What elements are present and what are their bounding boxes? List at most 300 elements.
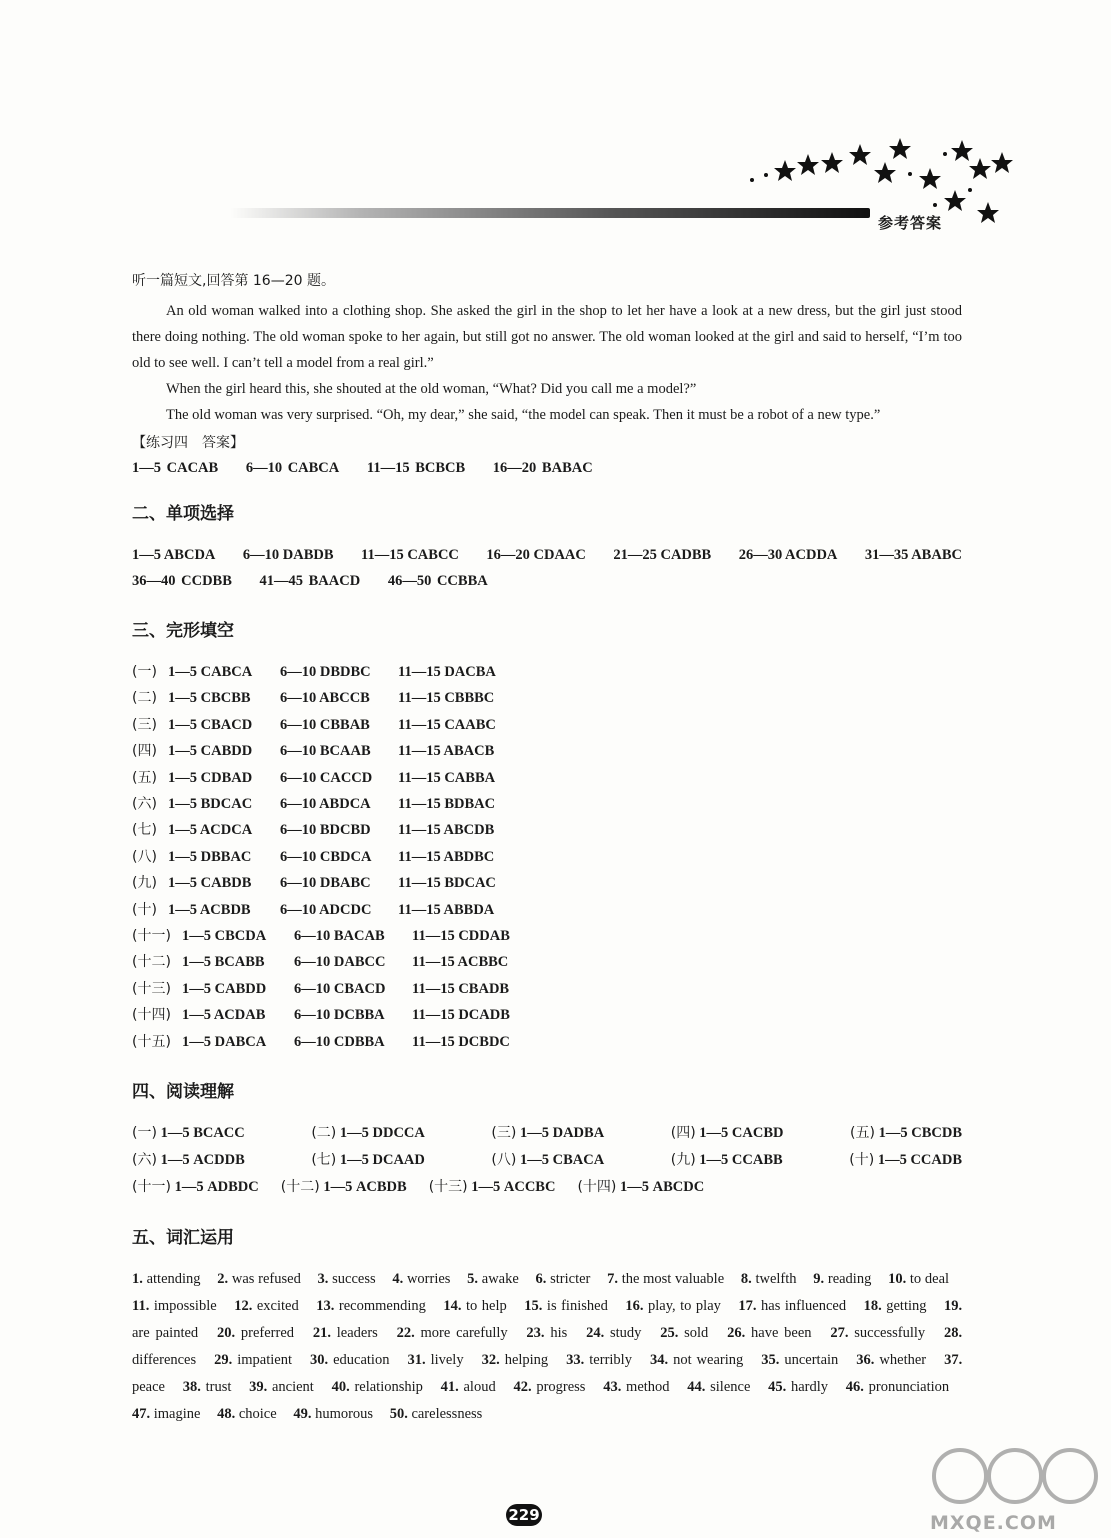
answer-group: 1—5 ABCDA	[132, 547, 216, 563]
vocab-number: 20.	[216, 1325, 236, 1342]
vocab-number: 17.	[738, 1298, 757, 1315]
cloze-row	[132, 765, 962, 791]
vocab-word: progress	[536, 1379, 586, 1396]
single-choice-line	[132, 542, 962, 568]
vocab-item	[132, 1271, 201, 1287]
answer-group: 6—10 DBDBC	[280, 664, 371, 680]
vocab-item	[183, 1379, 232, 1395]
vocab-item	[888, 1271, 949, 1287]
answer-content	[132, 270, 962, 1428]
vocab-word: differences	[132, 1352, 197, 1369]
vocab-item	[214, 1352, 292, 1368]
cloze-tag: (十)	[132, 901, 157, 918]
vocab-number: 39.	[249, 1379, 268, 1396]
vocab-word: impossible	[153, 1298, 217, 1315]
vocab-number: 5.	[467, 1271, 479, 1288]
vocab-number: 33.	[566, 1352, 585, 1369]
vocab-item	[566, 1352, 632, 1368]
cloze-tag: (一)	[132, 664, 157, 680]
vocab-item	[650, 1352, 743, 1368]
watermark	[930, 1436, 1100, 1532]
vocab-number: 15.	[524, 1298, 543, 1315]
vocab-number: 22.	[396, 1325, 415, 1342]
reading-row	[132, 1174, 962, 1201]
vocab-item	[217, 1325, 294, 1341]
vocab-number: 28.	[943, 1325, 963, 1342]
vocab-number: 8.	[740, 1271, 752, 1288]
answer-group: 1—5 DBBAC	[168, 848, 252, 865]
answer-group: 1—5 CDBAD	[168, 769, 253, 786]
vocab-item	[441, 1379, 496, 1395]
vocab-number: 41.	[440, 1379, 459, 1396]
vocab-word: play, to play	[647, 1298, 721, 1315]
cloze-row	[132, 949, 962, 975]
answer-value: 1—5 DCAAD	[339, 1152, 425, 1169]
vocab-word: not wearing	[673, 1352, 744, 1369]
vocab-item	[625, 1298, 721, 1314]
answer-group: 1—5 CACAB	[132, 460, 219, 476]
vocab-word: aloud	[463, 1379, 496, 1396]
vocab-item	[846, 1379, 949, 1395]
answer-group: 6—10 BACAB	[294, 928, 385, 945]
answer-group: 11—15 CBADB	[412, 980, 510, 997]
vocab-word: imagine	[153, 1406, 201, 1423]
vocab-number: 24.	[586, 1325, 605, 1342]
watermark-text: MXQE.COM	[930, 1512, 1057, 1534]
answer-group: 6—10 CACCD	[280, 769, 373, 786]
reading-tag: (四)	[670, 1125, 696, 1142]
cloze-tag: (十五)	[132, 1033, 171, 1050]
vocab-item	[293, 1406, 373, 1422]
vocab-word: lively	[430, 1352, 464, 1369]
header-title: 参考答案	[878, 214, 943, 232]
vocab-number: 11.	[132, 1298, 150, 1315]
reading-tag: (十四)	[577, 1179, 617, 1196]
vocab-word: method	[626, 1379, 670, 1396]
vocab-word: to help	[466, 1298, 507, 1315]
vocab-item	[332, 1379, 423, 1395]
reading-row	[132, 1120, 962, 1147]
vocab-number: 10.	[888, 1271, 907, 1288]
vocab-word: peace	[132, 1379, 165, 1396]
cloze-row	[132, 685, 962, 711]
vocab-word: helping	[504, 1352, 549, 1369]
cloze-tag: (十三)	[132, 980, 171, 997]
vocab-number: 13.	[316, 1298, 335, 1315]
answer-group: 21—25 CADBB	[613, 547, 712, 563]
vocab-number: 7.	[607, 1271, 618, 1288]
vocab-word: reading	[827, 1271, 872, 1288]
vocab-item	[407, 1352, 463, 1368]
header-rule	[230, 208, 870, 218]
cloze-row	[132, 923, 962, 949]
vocab-word: stricter	[550, 1271, 591, 1288]
answer-group: 6—10 CBBAB	[280, 716, 370, 733]
vocab-item	[390, 1406, 483, 1422]
vocab-word: twelfth	[755, 1271, 797, 1288]
answer-group: 6—10 DBABC	[280, 875, 371, 892]
vocab-item	[607, 1271, 724, 1287]
answer-group: 11—15 DACBA	[398, 664, 496, 680]
vocab-item	[526, 1325, 567, 1341]
vocab-number: 27.	[830, 1325, 849, 1342]
answer-group: 31—35 ABABC	[864, 547, 962, 563]
vocab-item	[217, 1271, 301, 1287]
cloze-row	[132, 976, 962, 1002]
vocab-word: sold	[684, 1325, 709, 1342]
answer-value: 1—5 BCACC	[160, 1125, 245, 1142]
answer-group: 6—10 BCAAB	[280, 743, 371, 760]
vocab-item	[310, 1352, 389, 1368]
reading-tag: (二)	[311, 1125, 337, 1142]
vocab-number: 12.	[234, 1298, 253, 1315]
vocab-word: is finished	[546, 1298, 608, 1315]
cloze-row	[132, 738, 962, 764]
vocab-number: 49.	[293, 1406, 312, 1423]
answer-group: 16—20 BABAC	[492, 460, 593, 476]
vocab-number: 21.	[312, 1325, 331, 1342]
vocab-number: 38.	[182, 1379, 201, 1396]
answer-group: 1—5 CABDB	[168, 875, 252, 892]
answer-value: 1—5 ACBDB	[323, 1179, 407, 1196]
reading-tag: (十一)	[132, 1179, 171, 1196]
vocab-item	[660, 1325, 708, 1341]
answer-group: 11—15 DCBDC	[412, 1033, 510, 1050]
vocab-number: 23.	[526, 1325, 545, 1342]
vocab-word: awake	[481, 1271, 519, 1288]
exercise4-label: 【练习四 答案】	[132, 435, 244, 451]
cloze-tag: (五)	[132, 769, 157, 786]
vocab-number: 25.	[660, 1325, 679, 1342]
answer-group: 11—15 CDDAB	[412, 928, 510, 945]
answer-value: 1—5 ADBDC	[174, 1179, 259, 1196]
vocab-item	[856, 1352, 926, 1368]
answer-group: 11—15 ACBBC	[412, 954, 509, 971]
reading-tag: (九)	[670, 1152, 696, 1169]
answer-group	[281, 1174, 407, 1201]
vocab-word: recommending	[338, 1298, 426, 1315]
vocab-word: relationship	[354, 1379, 423, 1396]
answer-value: 1—5 DADBA	[519, 1125, 605, 1142]
cloze-row	[132, 659, 962, 685]
vocab-item	[313, 1325, 378, 1341]
vocab-number: 32.	[481, 1352, 500, 1369]
cloze-row	[132, 817, 962, 843]
vocab-word: have been	[751, 1325, 812, 1342]
vocab-number: 42.	[513, 1379, 532, 1396]
vocab-number: 3.	[317, 1271, 329, 1288]
vocab-word: hardly	[791, 1379, 829, 1396]
vocab-item	[467, 1271, 519, 1287]
vocab-number: 46.	[845, 1379, 864, 1396]
answer-group: 1—5 BDCAC	[168, 796, 253, 813]
vocab-item	[864, 1298, 927, 1314]
vocab-number: 26.	[727, 1325, 746, 1342]
vocab-item	[316, 1298, 426, 1314]
vocab-number: 30.	[309, 1352, 329, 1369]
vocab-item	[513, 1379, 585, 1395]
answer-group: 11—15 CABCC	[361, 547, 459, 563]
vocab-item	[741, 1271, 797, 1287]
vocab-number: 40.	[331, 1379, 350, 1396]
answer-group: 1—5 ACDAB	[182, 1007, 266, 1024]
vocab-number: 14.	[443, 1298, 462, 1315]
vocab-item	[392, 1271, 450, 1287]
reading-tag: (十)	[849, 1152, 875, 1169]
vocab-number: 29.	[214, 1352, 233, 1369]
vocab-item	[443, 1298, 506, 1314]
answer-group: 11—15 BDBAC	[398, 796, 496, 813]
vocab-item	[687, 1379, 750, 1395]
cloze-row	[132, 1002, 962, 1028]
answer-group: 1—5 ACDCA	[168, 822, 253, 839]
vocab-item	[761, 1352, 838, 1368]
cloze-row	[132, 844, 962, 870]
vocab-number: 16.	[625, 1298, 644, 1315]
vocab-word: ancient	[271, 1379, 314, 1396]
vocab-item	[132, 1406, 200, 1422]
answer-group	[491, 1120, 604, 1147]
vocab-word: choice	[238, 1406, 277, 1423]
vocab-word: the most valuable	[621, 1271, 725, 1288]
vocab-word: attending	[146, 1271, 201, 1288]
vocab-number: 18.	[863, 1298, 882, 1315]
answer-value: 1—5 CCADB	[877, 1152, 962, 1169]
vocab-word: worries	[406, 1271, 451, 1288]
answer-value: 1—5 DDCCA	[339, 1125, 425, 1142]
answer-group: 6—10 CBDCA	[280, 848, 372, 865]
answer-value: 1—5 CBACA	[519, 1152, 605, 1169]
vocab-word: humorous	[315, 1406, 374, 1423]
answer-group: 46—50 CCBBA	[387, 573, 488, 589]
vocab-item	[132, 1298, 217, 1314]
answer-group	[577, 1174, 704, 1201]
cloze-tag: (十四)	[132, 1007, 171, 1024]
answer-group	[850, 1120, 962, 1147]
answer-group	[132, 1120, 245, 1147]
answer-group: 1—5 CBCDA	[182, 928, 267, 945]
vocab-word: more carefully	[420, 1325, 508, 1342]
answer-group: 11—15 CABBA	[398, 769, 496, 786]
answer-group: 11—15 BDCAC	[398, 875, 496, 892]
cloze-tag: (三)	[132, 716, 157, 733]
reading-tag: (六)	[132, 1152, 157, 1169]
answer-group: 1—5 DABCA	[182, 1033, 267, 1050]
vocab-number: 37.	[944, 1352, 963, 1369]
vocab-number: 9.	[813, 1271, 825, 1288]
answer-group: 11—15 ABCDB	[398, 822, 495, 839]
answer-value: 1—5 ACDDB	[160, 1152, 245, 1169]
reading-tag: (十三)	[428, 1179, 468, 1196]
answer-group: 6—10 ADCDC	[280, 901, 372, 918]
answer-group: 26—30 ACDDA	[738, 547, 838, 563]
vocab-word: success	[332, 1271, 376, 1288]
vocab-number: 45.	[768, 1379, 787, 1396]
answer-value: 1—5 ACCBC	[471, 1179, 556, 1196]
vocab-number: 44.	[687, 1379, 706, 1396]
vocab-item	[318, 1271, 376, 1287]
vocab-item	[234, 1298, 299, 1314]
vocab-word: was refused	[231, 1271, 301, 1288]
answer-group: 11—15 ABDBC	[398, 848, 495, 865]
answer-group: 36—40 CCDBB	[132, 573, 232, 589]
answer-group: 6—10 CBACD	[294, 980, 386, 997]
answer-group: 6—10 ABCCB	[280, 690, 370, 707]
vocab-word: whether	[879, 1352, 927, 1369]
cloze-row	[132, 712, 962, 738]
answer-group	[429, 1174, 556, 1201]
vocab-word: leaders	[336, 1325, 378, 1342]
cloze-tag: (七)	[132, 822, 157, 839]
answer-group	[849, 1147, 962, 1174]
answer-group: 11—15 ABACB	[398, 743, 495, 760]
vocabulary-answers	[132, 1266, 962, 1428]
vocab-number: 47.	[132, 1406, 151, 1423]
vocab-item	[524, 1298, 608, 1314]
listening-paragraph: When the girl heard this, she shouted at the old woman, “What? Did you call me a model?”	[166, 381, 697, 397]
vocab-item	[727, 1325, 811, 1341]
cloze-row	[132, 897, 962, 923]
vocab-item	[768, 1379, 828, 1395]
answer-group: 41—45 BAACD	[259, 573, 361, 589]
answer-group: 6—10 CABCA	[245, 460, 340, 476]
vocab-word: getting	[886, 1298, 927, 1315]
answer-group: 1—5 CABDD	[168, 743, 253, 760]
section-title: 五、词汇运用	[132, 1228, 234, 1249]
reading-tag: (十二)	[280, 1179, 320, 1196]
vocab-word: education	[333, 1352, 390, 1369]
vocab-number: 48.	[217, 1406, 236, 1423]
answer-group	[671, 1120, 784, 1147]
answer-value: 1—5 CBCDB	[878, 1125, 962, 1142]
answer-group	[671, 1147, 783, 1174]
answer-group	[132, 1174, 259, 1201]
answer-group	[491, 1147, 604, 1174]
listening-paragraph: An old woman walked into a clothing shop. She asked the girl in the shop to let her have a look at a new dress, but the girl just stood there doing nothing. The old woman spoke to her again, but still got no answer. The old woman looked at the girl and said to herself, “I’m too old to see well. I can’t tell a model from a real girl.”	[132, 303, 962, 371]
answer-group: 6—10 DABDB	[242, 547, 334, 563]
answer-value: 1—5 CCABB	[699, 1152, 783, 1169]
answer-group: 1—5 BCABB	[182, 954, 265, 971]
vocab-word: terribly	[589, 1352, 632, 1369]
cloze-answers	[132, 659, 962, 1055]
vocab-word: his	[550, 1325, 568, 1342]
exercise4-answers	[132, 460, 962, 477]
cloze-row	[132, 791, 962, 817]
answer-group: 6—10 CDBBA	[294, 1033, 385, 1050]
cloze-tag: (四)	[132, 743, 157, 760]
answer-group: 16—20 CDAAC	[486, 547, 586, 563]
cloze-row	[132, 870, 962, 896]
cloze-tag: (九)	[132, 875, 157, 892]
answer-group	[311, 1147, 425, 1174]
answer-group: 1—5 CABCA	[168, 664, 253, 680]
listening-instruction: 听一篇短文,回答第 16—20 题。	[132, 273, 335, 289]
vocab-word: trust	[205, 1379, 232, 1396]
reading-tag: (三)	[491, 1125, 517, 1142]
vocab-item	[586, 1325, 641, 1341]
vocab-word: impatient	[237, 1352, 292, 1369]
vocab-item	[830, 1325, 925, 1341]
vocab-word: pronunciation	[868, 1379, 950, 1396]
vocab-word: excited	[256, 1298, 299, 1315]
cloze-tag: (十二)	[132, 954, 171, 971]
answer-group: 6—10 BDCBD	[280, 822, 371, 839]
vocab-item	[482, 1352, 549, 1368]
vocab-item	[813, 1271, 871, 1287]
section-title: 二、单项选择	[132, 504, 234, 524]
vocab-word: has influenced	[761, 1298, 847, 1315]
reading-tag: (八)	[491, 1152, 517, 1169]
answer-group: 1—5 CBCBB	[168, 690, 251, 707]
cloze-tag: (八)	[132, 848, 157, 865]
answer-value: 1—5 ABCDC	[620, 1179, 705, 1196]
vocab-word: uncertain	[784, 1352, 839, 1369]
cloze-tag: (十一)	[132, 928, 171, 945]
vocab-number: 31.	[407, 1352, 426, 1369]
answer-group: 11—15 CBBBC	[398, 690, 495, 707]
vocab-number: 19.	[944, 1298, 963, 1315]
vocab-word: study	[609, 1325, 642, 1342]
vocab-word: successfully	[854, 1325, 926, 1342]
answer-group: 6—10 DCBBA	[294, 1007, 385, 1024]
vocab-word: preferred	[240, 1325, 295, 1342]
answer-group: 11—15 DCADB	[412, 1007, 510, 1024]
vocab-number: 50.	[389, 1406, 408, 1423]
listening-paragraph: The old woman was very surprised. “Oh, my dear,” she said, “the model can speak. Then it must be a robot of a new type.”	[166, 407, 881, 423]
reading-row	[132, 1147, 962, 1174]
section-title: 三、完形填空	[132, 621, 234, 641]
section-title: 四、阅读理解	[132, 1082, 234, 1103]
vocab-number: 2.	[217, 1271, 229, 1288]
reading-answers	[132, 1120, 962, 1201]
vocab-number: 43.	[603, 1379, 622, 1396]
reading-tag: (七)	[311, 1152, 337, 1169]
answer-group: 11—15 CAABC	[398, 716, 496, 733]
answer-group: 1—5 ACBDB	[168, 901, 251, 918]
answer-group: 11—15 BCBCB	[366, 460, 466, 476]
cloze-tag: (六)	[132, 796, 157, 813]
answer-group: 6—10 ABDCA	[280, 796, 371, 813]
answer-group: 1—5 CABDD	[182, 980, 267, 997]
vocab-item	[217, 1406, 277, 1422]
vocab-item	[397, 1325, 508, 1341]
vocab-item	[738, 1298, 846, 1314]
vocab-item	[249, 1379, 314, 1395]
answer-group: 6—10 DABCC	[294, 954, 386, 971]
vocab-number: 4.	[392, 1271, 404, 1288]
vocab-word: are painted	[132, 1325, 199, 1342]
vocab-number: 36.	[856, 1352, 875, 1369]
vocab-word: silence	[710, 1379, 751, 1396]
vocab-number: 35.	[761, 1352, 780, 1369]
page-number: 229	[506, 1504, 542, 1526]
vocab-number: 1.	[132, 1271, 143, 1288]
vocab-item	[536, 1271, 591, 1287]
reading-tag: (一)	[132, 1125, 157, 1142]
vocab-word: to deal	[909, 1271, 950, 1288]
single-choice-line	[132, 568, 962, 594]
answer-group	[311, 1120, 425, 1147]
cloze-tag: (二)	[132, 690, 157, 707]
reading-tag: (五)	[850, 1125, 875, 1142]
vocab-item	[603, 1379, 669, 1395]
answer-value: 1—5 CACBD	[699, 1125, 784, 1142]
watermark-logo-icon	[930, 1436, 1100, 1512]
answer-group: 11—15 ABBDA	[398, 901, 495, 918]
vocab-word: carelessness	[411, 1406, 483, 1423]
answer-group: 1—5 CBACD	[168, 716, 253, 733]
vocab-number: 34.	[649, 1352, 669, 1369]
